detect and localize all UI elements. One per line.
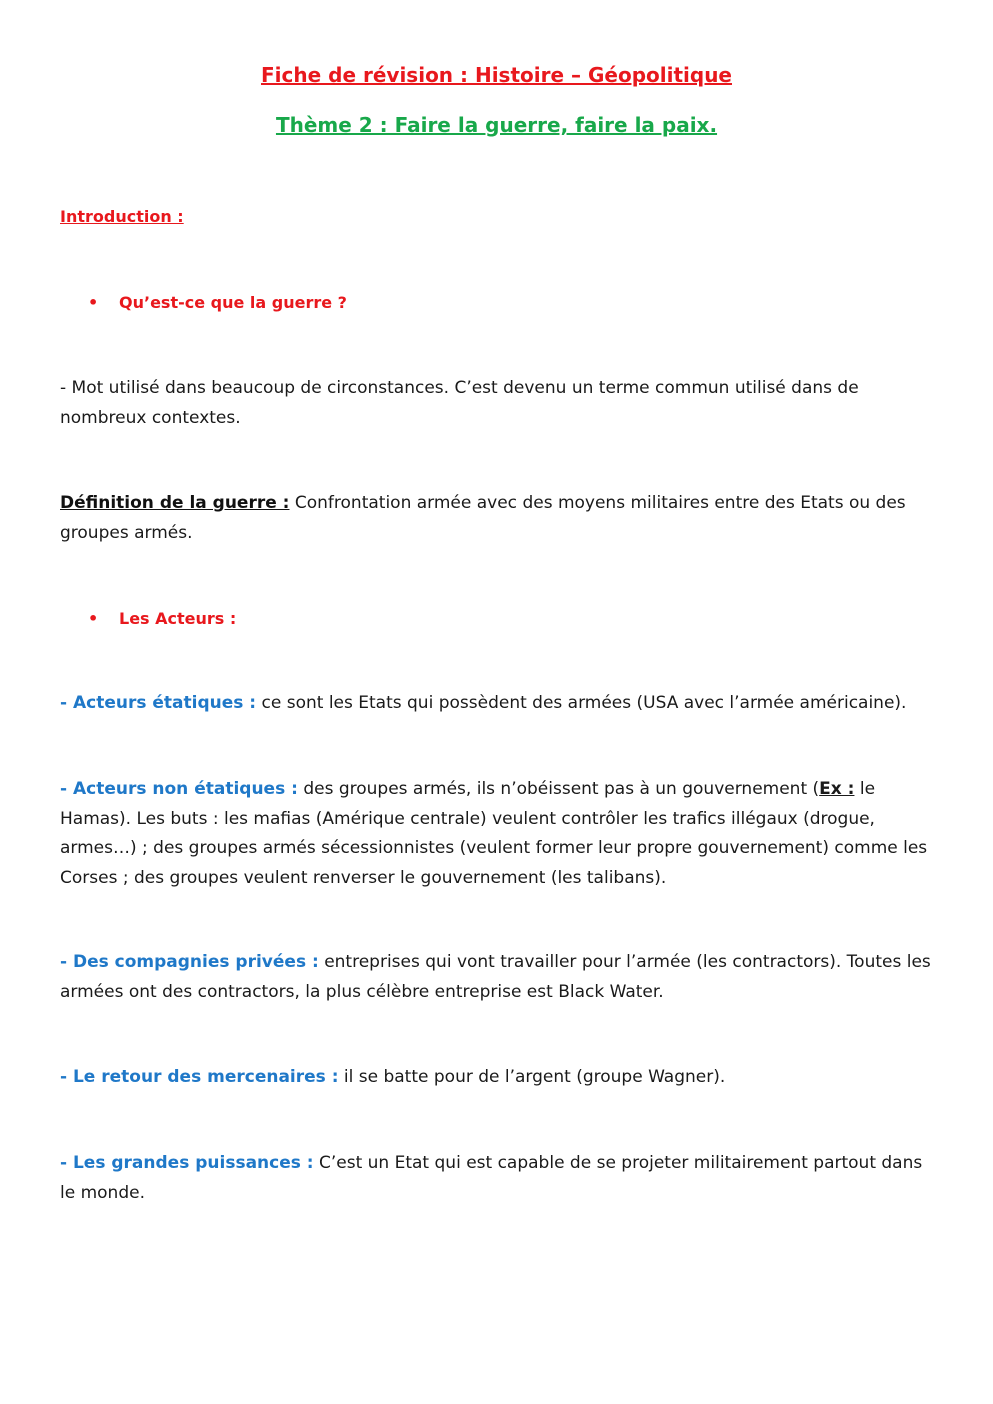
paragraph-mot: - Mot utilisé dans beaucoup de circonstances. C’est devenu un terme commun utilisé dans de nombreux contextes.: [60, 378, 859, 428]
paragraph-compagnies-privees: [60, 948, 938, 1007]
grandes-puissances-text: C’est un Etat qui est capable de se projeter militairement partout dans le monde.: [60, 1153, 923, 1203]
acteurs-etatiques-label: - Acteurs étatiques :: [60, 693, 257, 713]
acteurs-non-etatiques-label: - Acteurs non étatiques :: [60, 779, 298, 799]
paragraph-acteurs-non-etatiques: [60, 775, 938, 893]
example-label: Ex :: [819, 779, 855, 799]
grandes-puissances-label: - Les grandes puissances :: [60, 1153, 314, 1173]
document-title: Fiche de révision : Histoire – Géopolitique: [261, 63, 732, 87]
definition-text: Confrontation armée avec des moyens militaires entre des Etats ou des groupes armés.: [60, 493, 906, 543]
mercenaires-text: il se batte pour de l’argent (groupe Wagner).: [338, 1067, 726, 1087]
definition-label: Définition de la guerre :: [60, 493, 290, 513]
document-subtitle: Thème 2 : Faire la guerre, faire la paix.: [275, 113, 718, 137]
mercenaires-label: - Le retour des mercenaires :: [60, 1067, 339, 1087]
bullet-marker: •: [88, 609, 99, 628]
acteurs-non-etatiques-text-2: le Hamas). Les buts : les mafias (Amérique centrale) veulent contrôler les trafics illégaux (drogue, armes…) ; des groupes armés sécessionnistes (veulent former leur propre gouvernement) comme les Corses ; des groupes veulent renverser le gouvernement (les talibans).: [60, 779, 928, 888]
compagnies-privees-text: entreprises qui vont travailler pour l’armée (les contractors). Toutes les armées ont des contractors, la plus célèbre entreprise est Black Water.: [60, 952, 931, 1002]
paragraph-mercenaires: [60, 1063, 938, 1093]
paragraph-acteurs-etatiques: [60, 689, 938, 719]
bullet-guerre: [88, 288, 938, 318]
bullet-acteurs-label: Les Acteurs :: [119, 609, 237, 628]
bullet-guerre-label: Qu’est-ce que la guerre ?: [119, 293, 347, 312]
compagnies-privees-label: - Des compagnies privées :: [60, 952, 319, 972]
acteurs-etatiques-text: ce sont les Etats qui possèdent des armées (USA avec l’armée américaine).: [256, 693, 907, 713]
bullet-acteurs: [88, 604, 938, 634]
paragraph-definition: [60, 489, 938, 548]
introduction-heading: Introduction :: [60, 207, 184, 226]
bullet-marker: •: [88, 293, 99, 312]
paragraph-grandes-puissances: [60, 1149, 938, 1208]
acteurs-non-etatiques-text-1: des groupes armés, ils n’obéissent pas à un gouvernement (: [297, 779, 820, 799]
